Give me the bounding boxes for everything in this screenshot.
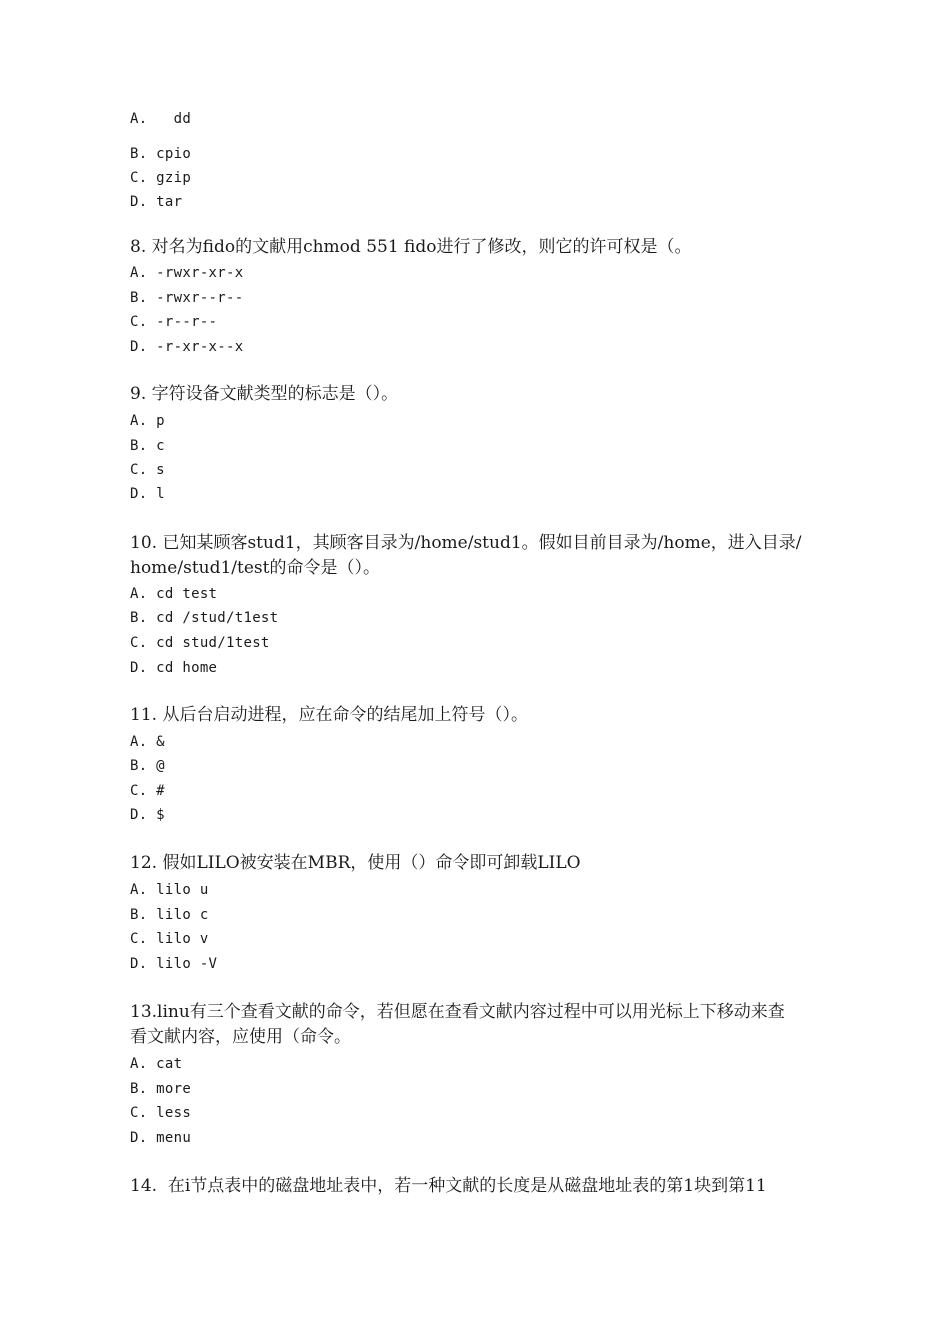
answer-option: D. $ bbox=[130, 807, 165, 823]
question-text: 看文献内容，应使用（命令。 bbox=[130, 1027, 351, 1047]
answer-option: A. lilo u bbox=[130, 882, 209, 898]
answer-option: D. menu bbox=[130, 1130, 192, 1146]
answer-option: B. c bbox=[130, 438, 165, 454]
answer-option: B. -rwxr--r-- bbox=[130, 290, 244, 306]
answer-option: B. @ bbox=[130, 758, 165, 774]
answer-option: D. -r-xr-x--x bbox=[130, 339, 244, 355]
question-text: 8. 对名为fido的文献用chmod 551 fido进行了修改，则它的许可权是（。 bbox=[130, 237, 692, 257]
answer-option: B. cd /stud/t1est bbox=[130, 610, 279, 626]
answer-option: C. cd stud/1test bbox=[130, 635, 270, 651]
answer-option: C. lilo v bbox=[130, 931, 209, 947]
answer-option: C. s bbox=[130, 462, 165, 478]
answer-option: B. lilo c bbox=[130, 907, 209, 923]
question-text: 10. 已知某顾客stud1，其顾客目录为/home/stud1。假如目前目录为/home，进入目录/ bbox=[130, 533, 802, 553]
answer-option: A. cd test bbox=[130, 586, 218, 602]
answer-option: A. cat bbox=[130, 1056, 183, 1072]
answer-option: C. # bbox=[130, 783, 165, 799]
answer-option: D. lilo -V bbox=[130, 956, 218, 972]
answer-option: A. p bbox=[130, 413, 165, 429]
answer-option: D. tar bbox=[130, 194, 183, 210]
answer-option: D. l bbox=[130, 486, 165, 502]
answer-option: B. cpio bbox=[130, 146, 192, 162]
answer-option: A. dd bbox=[130, 111, 192, 127]
question-text: 14. 在i节点表中的磁盘地址表中，若一种文献的长度是从磁盘地址表的第1块到第11 bbox=[130, 1176, 767, 1196]
answer-option: C. gzip bbox=[130, 170, 192, 186]
question-text: 11. 从后台启动进程，应在命令的结尾加上符号（）。 bbox=[130, 705, 528, 725]
answer-option: A. & bbox=[130, 734, 165, 750]
answer-option: A. -rwxr-xr-x bbox=[130, 265, 244, 281]
answer-option: B. more bbox=[130, 1081, 192, 1097]
question-text: 12. 假如LILO被安装在MBR，使用（）命令即可卸载LILO bbox=[130, 853, 581, 873]
answer-option: D. cd home bbox=[130, 660, 218, 676]
question-text: 13.linu有三个查看文献的命令，若但愿在查看文献内容过程中可以用光标上下移动来查 bbox=[130, 1002, 785, 1022]
question-text: home/stud1/test的命令是（）。 bbox=[130, 558, 380, 578]
answer-option: C. -r--r-- bbox=[130, 314, 218, 330]
answer-option: C. less bbox=[130, 1105, 192, 1121]
question-text: 9. 字符设备文献类型的标志是（）。 bbox=[130, 384, 399, 404]
